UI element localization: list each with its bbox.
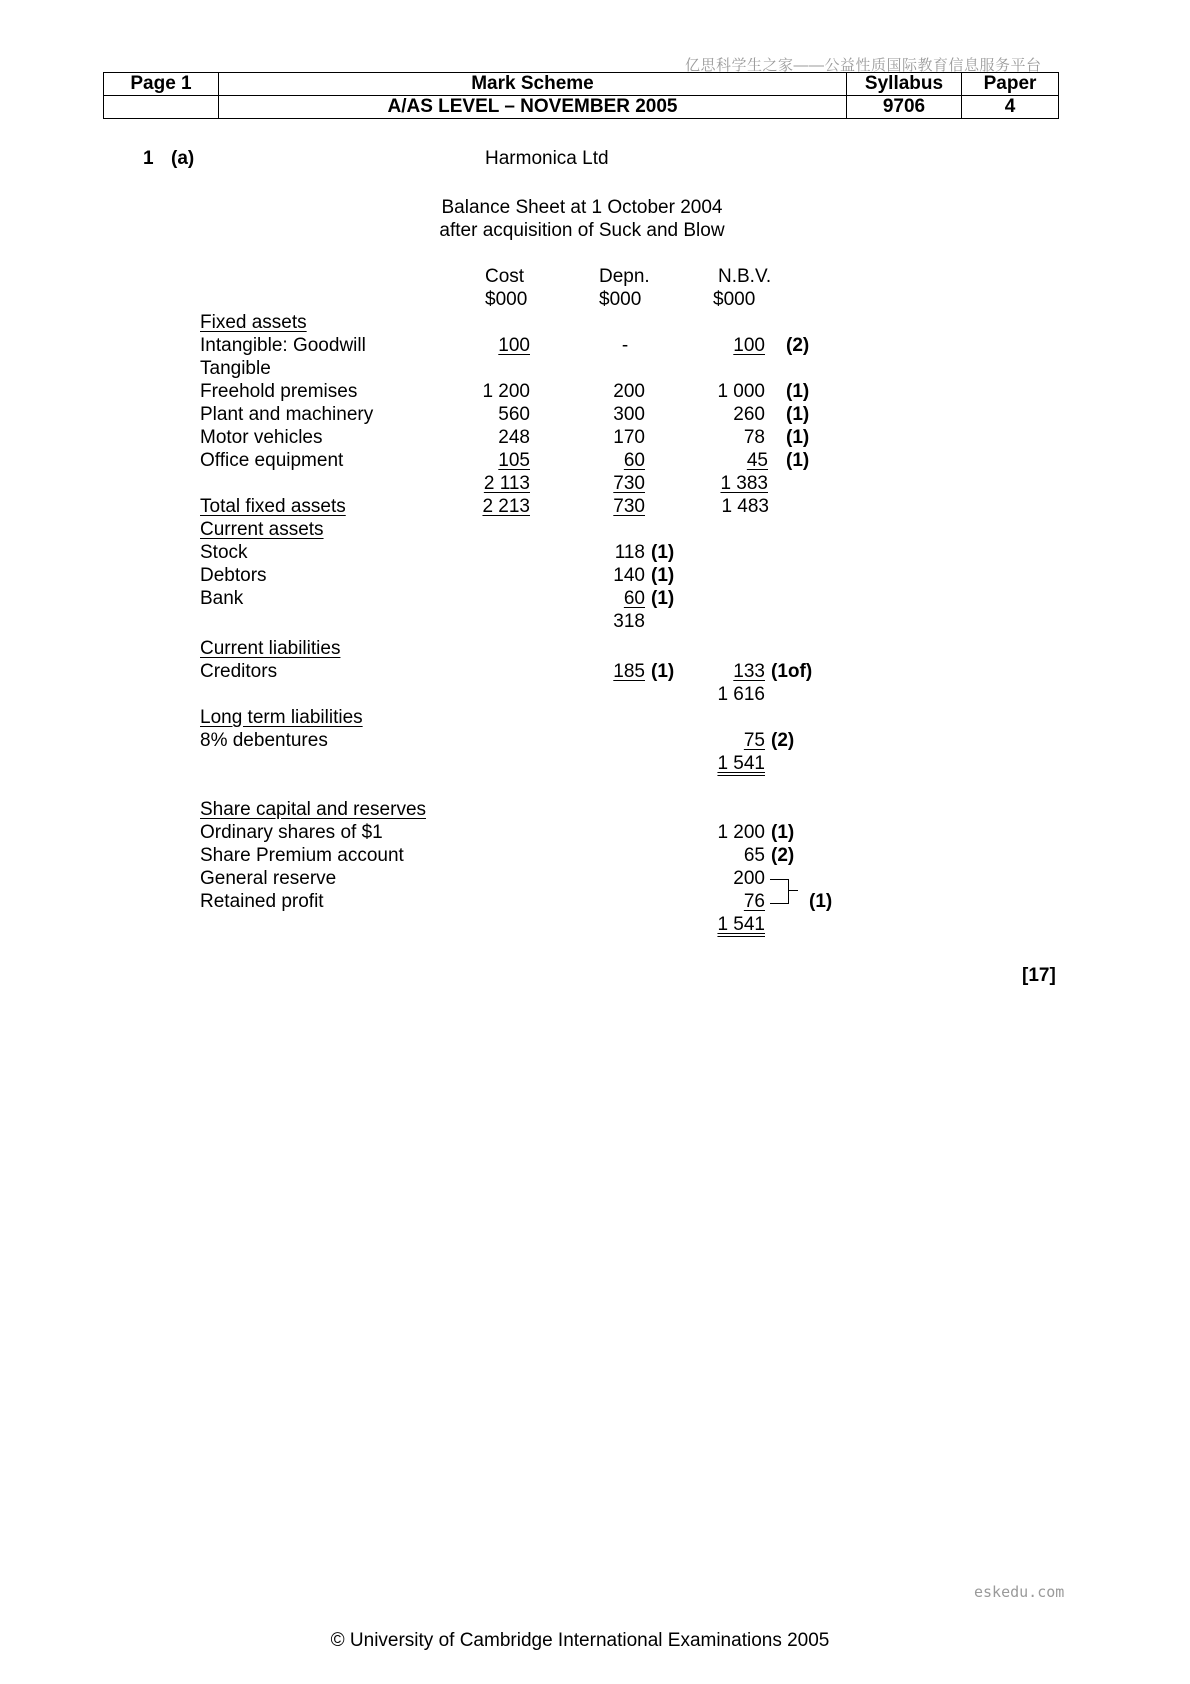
col-depn-unit: $000 bbox=[599, 289, 642, 310]
fixed-row-label: Freehold premises bbox=[200, 381, 358, 402]
working-capital-value: 133 bbox=[733, 661, 765, 682]
creditors-value: 185 bbox=[613, 661, 645, 682]
fixed-subtotal-depn: 730 bbox=[613, 473, 645, 494]
debentures-label: 8% debentures bbox=[200, 730, 328, 751]
capital-row-label: Retained profit bbox=[200, 891, 324, 912]
fixed-row-mark: (1) bbox=[786, 450, 810, 471]
net-assets-total: 1 541 bbox=[717, 753, 765, 774]
fixed-row-depn: 300 bbox=[613, 404, 645, 425]
capital-row-value: 200 bbox=[733, 868, 765, 889]
current-assets-total: 318 bbox=[613, 611, 645, 632]
fixed-row-mark: (1) bbox=[786, 404, 810, 425]
fixed-row-label: Motor vehicles bbox=[200, 427, 323, 448]
fixed-row-label: Office equipment bbox=[200, 450, 344, 471]
fixed-row-depn: 170 bbox=[613, 427, 645, 448]
col-cost: Cost bbox=[485, 266, 525, 287]
header-page: Page 1 bbox=[104, 73, 219, 96]
fixed-row-nbv: 78 bbox=[743, 427, 765, 448]
debentures-value: 75 bbox=[743, 730, 765, 751]
col-nbv: N.B.V. bbox=[718, 266, 772, 287]
fixed-row-cost: 248 bbox=[498, 427, 530, 448]
current-asset-value: 118 bbox=[614, 542, 645, 563]
footer-copyright: © University of Cambridge International Examinations 2005 bbox=[330, 1630, 830, 1651]
total-fixed-assets-label: Total fixed assets bbox=[200, 496, 346, 517]
header-level: A/AS LEVEL – NOVEMBER 2005 bbox=[219, 96, 847, 119]
current-asset-mark: (1) bbox=[651, 588, 675, 609]
question-number: 1 bbox=[143, 148, 154, 169]
watermark-bottom: eskedu.com bbox=[974, 1583, 1065, 1601]
tangible-label: Tangible bbox=[200, 358, 271, 379]
current-asset-mark: (1) bbox=[651, 542, 675, 563]
total-fixed-cost: 2 213 bbox=[482, 496, 530, 517]
current-liabilities-heading: Current liabilities bbox=[200, 638, 341, 659]
fixed-row-cost: 105 bbox=[498, 450, 530, 471]
company-name: Harmonica Ltd bbox=[485, 148, 609, 169]
fixed-row-mark: (1) bbox=[786, 427, 810, 448]
fixed-row-label: Plant and machinery bbox=[200, 404, 374, 425]
header-paper-label: Paper bbox=[962, 73, 1059, 96]
current-asset-label: Stock bbox=[200, 542, 248, 563]
goodwill-mark: (2) bbox=[786, 335, 810, 356]
total-fixed-nbv: 1 483 bbox=[721, 496, 769, 517]
fixed-row-cost: 560 bbox=[498, 404, 530, 425]
goodwill-nbv: 100 bbox=[733, 335, 765, 356]
reserves-bracket bbox=[770, 879, 789, 904]
capital-row-value: 76 bbox=[743, 891, 765, 912]
capital-row-label: Ordinary shares of $1 bbox=[200, 822, 383, 843]
header-table bbox=[103, 72, 1059, 119]
fixed-row-cost: 1 200 bbox=[482, 381, 530, 402]
working-capital-mark: (1of) bbox=[771, 661, 813, 682]
reserves-mark: (1) bbox=[809, 891, 833, 912]
fixed-row-nbv: 1 000 bbox=[717, 381, 765, 402]
sheet-subtitle: after acquisition of Suck and Blow bbox=[439, 220, 725, 241]
capital-row-mark: (1) bbox=[771, 822, 795, 843]
header-syllabus-label: Syllabus bbox=[847, 73, 962, 96]
creditors-mark: (1) bbox=[651, 661, 675, 682]
header-syllabus: 9706 bbox=[847, 96, 962, 119]
current-asset-mark: (1) bbox=[651, 565, 675, 586]
fixed-row-depn: 60 bbox=[623, 450, 645, 471]
debentures-mark: (2) bbox=[771, 730, 795, 751]
capital-row-label: General reserve bbox=[200, 868, 337, 889]
capital-row-value: 1 200 bbox=[717, 822, 765, 843]
capital-heading: Share capital and reserves bbox=[200, 799, 427, 820]
capital-row-mark: (2) bbox=[771, 845, 795, 866]
col-cost-unit: $000 bbox=[485, 289, 528, 310]
goodwill-cost: 100 bbox=[498, 335, 530, 356]
creditors-label: Creditors bbox=[200, 661, 278, 682]
col-depn: Depn. bbox=[599, 266, 650, 287]
capital-total: 1 541 bbox=[717, 914, 765, 935]
col-nbv-unit: $000 bbox=[713, 289, 756, 310]
current-asset-value: 140 bbox=[613, 565, 645, 586]
sheet-title: Balance Sheet at 1 October 2004 bbox=[441, 197, 723, 218]
fixed-subtotal-cost: 2 113 bbox=[483, 473, 530, 494]
fixed-subtotal-nbv: 1 383 bbox=[720, 473, 768, 494]
long-term-heading: Long term liabilities bbox=[200, 707, 363, 728]
current-assets-heading: Current assets bbox=[200, 519, 324, 540]
goodwill-label: Intangible: Goodwill bbox=[200, 335, 366, 356]
total-fixed-depn: 730 bbox=[613, 496, 645, 517]
current-asset-label: Bank bbox=[200, 588, 244, 609]
fixed-row-nbv: 45 bbox=[746, 450, 768, 471]
subtotal-after-current: 1 616 bbox=[717, 684, 765, 705]
fixed-row-nbv: 260 bbox=[733, 404, 765, 425]
reserves-bracket-tick bbox=[788, 890, 798, 891]
total-marks: [17] bbox=[1022, 965, 1056, 986]
capital-row-label: Share Premium account bbox=[200, 845, 404, 866]
fixed-row-mark: (1) bbox=[786, 381, 810, 402]
fixed-assets-heading: Fixed assets bbox=[200, 312, 307, 333]
question-part: (a) bbox=[171, 148, 195, 169]
header-paper: 4 bbox=[962, 96, 1059, 119]
current-asset-value: 60 bbox=[623, 588, 645, 609]
header-title: Mark Scheme bbox=[219, 73, 847, 96]
goodwill-depn: - bbox=[621, 335, 629, 356]
header-blank bbox=[104, 96, 219, 119]
current-asset-label: Debtors bbox=[200, 565, 267, 586]
watermark-top: 亿思科学生之家——公益性质国际教育信息服务平台 bbox=[685, 57, 1042, 74]
capital-row-value: 65 bbox=[743, 845, 765, 866]
fixed-row-depn: 200 bbox=[613, 381, 645, 402]
